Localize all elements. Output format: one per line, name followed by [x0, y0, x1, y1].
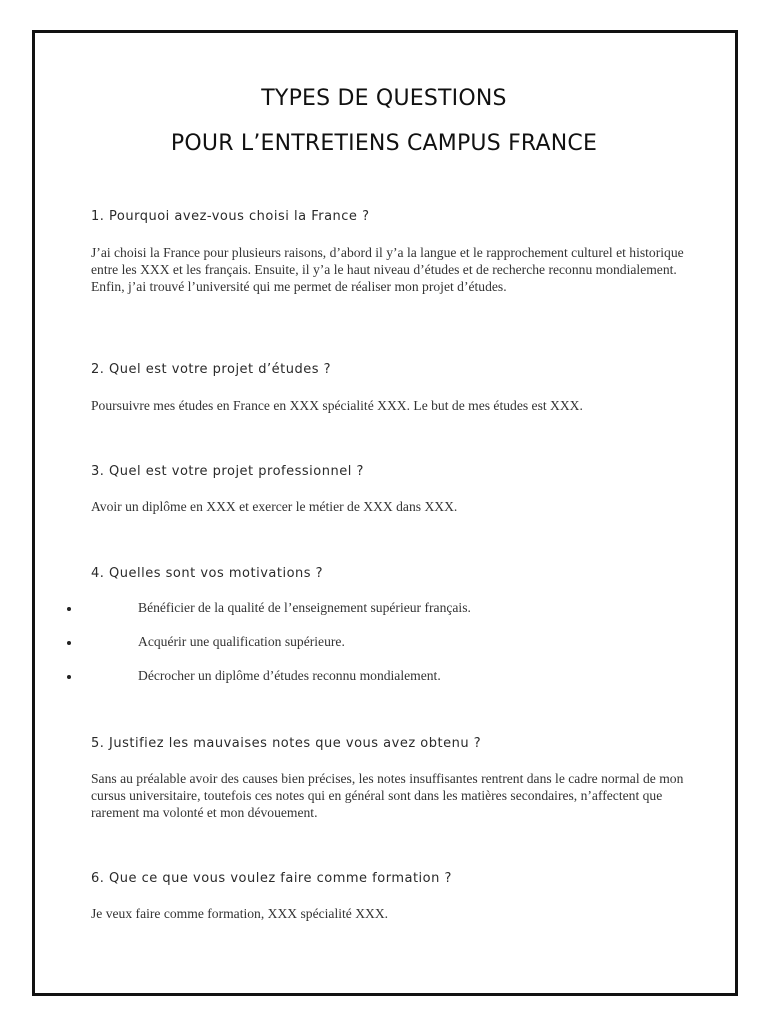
document-title-line-2: POUR L’ENTRETIENS CAMPUS FRANCE — [170, 131, 598, 156]
bullet-marker — [67, 641, 71, 645]
document-title-line-1: TYPES DE QUESTIONS — [261, 86, 507, 111]
answer-2: Poursuivre mes études en France en XXX spécialité XXX. Le but de mes études est XXX. — [91, 398, 583, 413]
question-6: 6. Que ce que vous voulez faire comme formation ? — [91, 871, 452, 886]
motivation-item: Décrocher un diplôme d’études reconnu mondialement. — [138, 668, 441, 683]
bullet-marker — [67, 675, 71, 679]
answer-6: Je veux faire comme formation, XXX spécialité XXX. — [91, 906, 389, 921]
question-2: 2. Quel est votre projet d’études ? — [91, 362, 332, 377]
question-4: 4. Quelles sont vos motivations ? — [91, 566, 324, 581]
answer-1: J’ai choisi la France pour plusieurs raisons, d’abord il y’a la langue et le rapprochement culturel et historique entre les XXX et les français. Ensuite, il y’a le haut niveau d’études et de recherche reconnu mondialement. Enfin, j’ai trouvé l’université qui me permet de réaliser mon projet d’études. — [91, 245, 684, 294]
question-1: 1. Pourquoi avez-vous choisi la France ? — [91, 209, 370, 224]
bullet-marker — [67, 607, 71, 611]
question-3: 3. Quel est votre projet professionnel ? — [91, 464, 364, 479]
answer-3: Avoir un diplôme en XXX et exercer le métier de XXX dans XXX. — [91, 499, 458, 514]
question-5: 5. Justifiez les mauvaises notes que vous avez obtenu ? — [91, 736, 482, 751]
motivation-item: Bénéficier de la qualité de l’enseignement supérieur français. — [138, 600, 471, 615]
answer-5: Sans au préalable avoir des causes bien précises, les notes insuffisantes rentrent dans le cadre normal de mon cursus universitaire, toutefois ces notes qui en général sont dans les matières secondaires, n’affectent que rarement ma volonté et mon dévouement. — [91, 771, 684, 820]
motivation-item: Acquérir une qualification supérieure. — [138, 634, 345, 649]
